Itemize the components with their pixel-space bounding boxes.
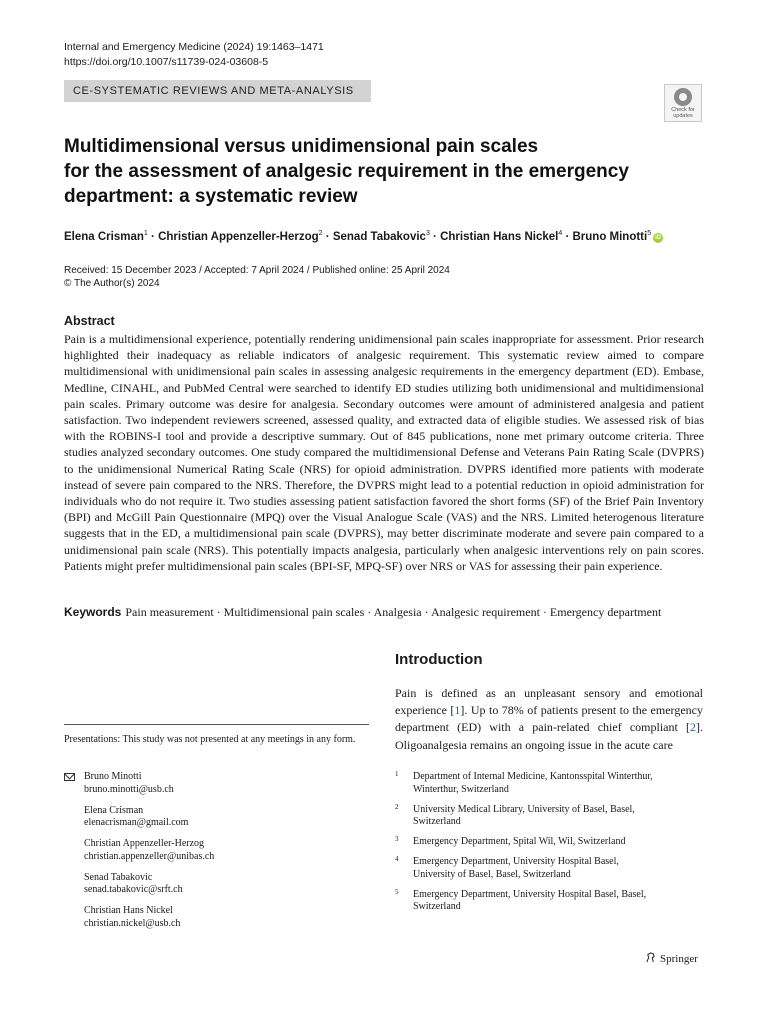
author-name: Elena Crisman — [64, 230, 144, 243]
check-updates-text-1: Check for — [671, 107, 695, 113]
author-affiliation-mark: 5 — [647, 230, 652, 237]
author-separator: · — [433, 230, 437, 243]
check-updates-icon — [674, 88, 692, 106]
contact-email[interactable]: bruno.minotti@usb.ch — [84, 783, 174, 795]
affiliation-entry — [395, 856, 705, 881]
intro-text-segment: Pain is defined as an unpleasant sensory and emotional experience [ — [395, 686, 703, 718]
introduction-body — [395, 685, 703, 754]
contact-name: Bruno Minotti — [84, 771, 142, 782]
author-affiliation-mark: 2 — [318, 230, 323, 237]
affiliation-number: 5 — [395, 887, 399, 896]
contact-name: Christian Appenzeller-Herzog — [84, 838, 205, 849]
journal-citation: Internal and Emergency Medicine (2024) 19:1463–1471 — [64, 41, 324, 53]
doi-link[interactable]: https://doi.org/10.1007/s11739-024-03608-5 — [64, 56, 269, 68]
abstract-heading: Abstract — [64, 314, 115, 328]
title-line: department: a systematic review — [64, 186, 358, 207]
introduction-heading: Introduction — [395, 651, 483, 668]
author-separator: · — [565, 230, 570, 243]
intro-text-segment: ]. Oligoanalgesia remains an ongoing issue in the acute care — [395, 720, 703, 752]
contact-entry — [64, 805, 369, 830]
author-name: Christian Appenzeller-Herzog — [158, 230, 319, 243]
orcid-icon[interactable]: iD — [655, 234, 662, 241]
affiliation-number: 2 — [395, 802, 399, 811]
affiliation-line: Winterthur, Switzerland — [413, 783, 509, 795]
contact-email[interactable]: christian.nickel@usb.ch — [84, 917, 181, 929]
affiliation-line: University of Basel, Basel, Switzerland — [413, 868, 571, 880]
springer-horse-icon — [645, 952, 656, 963]
reference-link[interactable]: 2 — [690, 720, 696, 735]
author-list — [64, 227, 663, 244]
author-name: Senad Tabakovic — [332, 230, 426, 243]
publisher-name: Springer — [660, 953, 698, 965]
publication-dates — [64, 264, 450, 290]
keywords-line — [64, 604, 661, 620]
affiliation-number: 4 — [395, 855, 399, 863]
contact-entry — [64, 872, 369, 897]
corresponding-contacts — [64, 771, 369, 939]
contact-email[interactable]: senad.tabakovic@srft.ch — [84, 884, 183, 895]
contact-entry — [64, 838, 369, 863]
affiliation-line: Emergency Department, University Hospital Basel, — [413, 856, 619, 867]
affiliation-entry — [395, 804, 705, 829]
intro-text-segment: ]. Up to 78% of patients present to the emergency department (ED) with a pain-related chief compliant [ — [395, 703, 703, 735]
affiliation-line: Emergency Department, Spital Wil, Wil, Switzerland — [413, 836, 626, 847]
contact-entry — [64, 771, 369, 796]
contact-entry — [64, 905, 369, 930]
affiliation-number: 1 — [395, 770, 399, 778]
title-line: for the assessment of analgesic requirement in the emergency — [64, 161, 629, 182]
affiliation-line: Switzerland — [413, 816, 461, 827]
footnote-divider — [64, 724, 369, 725]
affiliation-line: University Medical Library, University of Basel, Basel, — [413, 803, 635, 815]
author-name: Bruno Minotti — [572, 230, 648, 243]
abstract-body: Pain is a multidimensional experience, potentially rendering unidimensional pain scales inappropriate for assessment. Prior research highlighted their inadequacy as reliable indicators of analgesic requirement. This systematic review aimed to compare multidimensional with unidimensional pain scales in assessing analgesic requirements in the emergency department (ED). Embase, Medline, CINAHL, and PubMed Central were searched to identify ED studies utilizing both unidimensional and multidimensional pain scales. Primary outcome was desire for analgesia. Secondary outcomes were amount of administered analgesia and patient satisfaction. Two independent reviewers screened, assessed quality, and extracted data of eligible studies. We assessed risk of bias with the ROBINS-I tool and provide a descriptive summary. Out of 845 publications, none met primary outcome criteria. Three studies analyzed secondary outcomes. One study compared the multidimensional Defense and Veterans Pain Rating Scale (DVPRS) to the unidimensional Numerical Rating Scale (NRS) for opioid administration. DVPRS identified more patients with moderate instead of severe pain compared to the NRS. Therefore, the DVPRS might lead to a potential reduction in opioid administration for individuals who do not require it. Two studies assessing patient satisfaction favored the short forms (SF) of the Brief Pain Inventory (BPI) and McGill Pain Questionnaire (MPQ) over the Visual Analogue Scale (VAS) and the NRS. Limited heterogenous literature suggests that in the ED, a multidimensional pain scale (DVPRS), may better discriminate moderate and severe pain compared to a unidimensional pain scale (NRS). This potentially impacts analgesia, particularly when analgesic interventions rely on pain scores. Patients might prefer multidimensional pain scales (BPI-SF, MPQ-SF) over NRS or VAS for assessing their pain experience. — [64, 332, 704, 573]
contact-email[interactable]: elenacrisman@gmail.com — [84, 817, 189, 828]
author-affiliation-mark: 4 — [558, 230, 563, 237]
contact-name: Christian Hans Nickel — [84, 905, 173, 916]
affiliation-entry — [395, 889, 705, 914]
affiliation-entry — [395, 836, 705, 849]
contact-name: Senad Tabakovic — [84, 871, 153, 883]
section-banner: CE-SYSTEMATIC REVIEWS AND META-ANALYSIS — [64, 80, 371, 102]
springer-logo — [645, 952, 698, 966]
envelope-icon — [64, 773, 75, 781]
check-updates-text-2: updates — [673, 113, 693, 119]
affiliations-list — [395, 771, 705, 921]
affiliation-line: Switzerland — [413, 901, 461, 912]
copyright-line: © The Author(s) 2024 — [64, 278, 160, 289]
affiliation-number: 3 — [395, 835, 399, 843]
author-affiliation-mark: 1 — [143, 230, 148, 237]
affiliation-line: Department of Internal Medicine, Kantonsspital Winterthur, — [413, 771, 653, 782]
author-affiliation-mark: 3 — [425, 230, 430, 237]
paper-title — [64, 134, 664, 209]
reference-link[interactable]: 1 — [454, 703, 461, 718]
dates-line: Received: 15 December 2023 / Accepted: 7 April 2024 / Published online: 25 April 2024 — [64, 265, 450, 276]
title-line: Multidimensional versus unidimensional pain scales — [64, 136, 539, 157]
contact-name: Elena Crisman — [84, 804, 144, 816]
keywords-label: Keywords — [64, 605, 122, 619]
journal-header — [64, 40, 324, 70]
presentations-note: Presentations: This study was not presented at any meetings in any form. — [64, 734, 356, 745]
check-for-updates-badge[interactable] — [664, 84, 702, 122]
author-name: Christian Hans Nickel — [440, 230, 559, 243]
author-separator: · — [151, 230, 155, 243]
author-separator: · — [325, 230, 330, 243]
keywords-list: Pain measurement · Multidimensional pain scales · Analgesia · Analgesic requirement · Emergency department — [125, 605, 662, 619]
affiliation-line: Emergency Department, University Hospital Basel, Basel, — [413, 888, 647, 900]
affiliation-entry — [395, 771, 705, 796]
contact-email[interactable]: christian.appenzeller@unibas.ch — [84, 850, 215, 862]
